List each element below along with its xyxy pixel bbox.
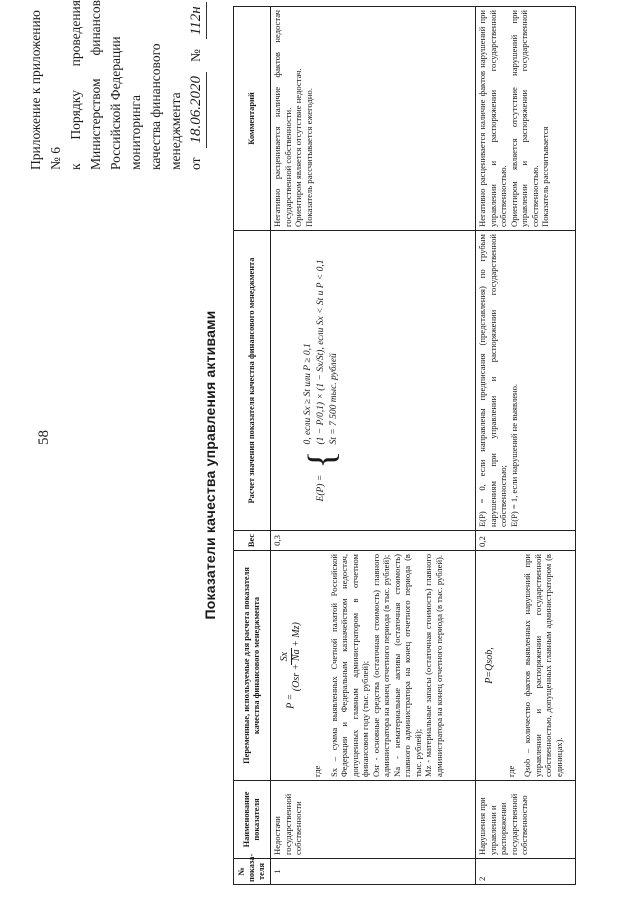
row-1-vars: P = Sx (Osr + Na + Mz) где Sx – сумма выявленных Счетной палатой Российской Федерации и Федеральным казначейством недостач, допущенных главным администратором в отчетном финансовом году (тыс. рублей); Osr - основные средства (остаточная стоимость) главного администратора на конец отчетного периода (в тыс. рублей); Na - нематериальные активы (остаточная стоимость) главного администратора на конец отчетного периода (в тыс. рублей); Mz - материальные запасы (остаточная стоимость) главного администратора на конец отчетного периода (в тыс. рублей). (271, 551, 476, 781)
approval-line-1: Приложение к приложению № 6 (28, 10, 63, 170)
table-row (271, 7, 476, 885)
row-2-weight: 0,2 (476, 531, 576, 551)
table-header-row (234, 7, 271, 885)
approval-line-2: к Порядку проведения (68, 0, 83, 170)
row-1-comment: Негативно расценивается наличие фактов недостач государственной собственности. Ориентиром является отсутствие недостач. Показатель рассчитывается ежегодно. (271, 7, 476, 231)
approval-line-5: качества финансового менеджмента (148, 43, 183, 170)
row-2-vars: P=Qsob, где Qsob – количество фактов выявленных нарушений при управлении и распоряжении государственной собственностью, допущенных главным администратором (в единицах). (476, 551, 576, 781)
row-1-calc: E(P) = { 0, если Sx ≥ St или P ≥ 0,1 (1 − P/0,1) × (1 − Sx/St), если Sx < St и P < 0,1 St = 7 500 тыс. рублей (271, 231, 476, 531)
row-2-formula: P=Qsob, (484, 647, 495, 684)
row-2-num: 2 (476, 859, 576, 885)
approval-date: 18.06.2020 (186, 72, 207, 148)
row-1-name: Недостачи государственной собственности (271, 781, 476, 859)
header-comment: Комментарий (234, 7, 271, 231)
row-1-var-na: Na - нематериальные активы (остаточная стоимость) главного администратора на конец отчетного периода (в тыс. рублей); (391, 554, 423, 777)
approval-date-line: от 18.06.2020 № 112н (186, 0, 207, 170)
row-1-num: 1 (271, 859, 476, 885)
indicators-table (233, 6, 576, 885)
row-1-var-mz: Mz - материальные запасы (остаточная стоимость) главного администратора на конец отчетного периода (в тыс. рублей). (423, 554, 444, 777)
approval-line-4: Российской Федерации мониторинга (108, 36, 143, 170)
approval-block (26, 0, 207, 170)
row-1-var-sx: Sx – сумма выявленных Счетной палатой Российской Федерации и Федеральным казначейством недостач, допущенных главным администратором в отчетном финансовом году (тыс. рублей); (328, 554, 370, 777)
table-row (476, 7, 576, 885)
approval-line-3: Министерством финансов (88, 0, 103, 170)
row-2-comment: Негативно расценивается наличие фактов нарушений при управлении и распоряжении государственной собственностью. Ориентиром является отсутствие нарушений при управлении и распоряжении государственной собственностью. Показатель рассчитывается (476, 7, 576, 231)
row-1-var-osr: Osr - основные средства (остаточная стоимость) главного администратора на конец отчетного периода (в тыс. рублей); (370, 554, 391, 777)
header-vars: Переменные, используемые для расчета показателя качества финансового менеджмента (234, 551, 271, 781)
row-1-weight: 0,3 (271, 531, 476, 551)
approval-number: 112н (186, 2, 207, 39)
header-num: № показа-теля (234, 859, 271, 885)
header-name: Наименование показателя (234, 781, 271, 859)
header-weight: Вес (234, 531, 271, 551)
header-calc: Расчет значения показателя качества финансового менеджмента (234, 231, 271, 531)
row-1-formula: P = Sx (Osr + Na + Mz) (279, 622, 302, 709)
page-number: 58 (36, 430, 52, 445)
row-2-name: Нарушения при управлении и распоряжении государственной собственностью (476, 781, 576, 859)
row-2-var-qsob: Qsob – количество фактов выявленных нарушений при управлении и распоряжении государственной собственностью, допущенных главным администратором (в единицах). (522, 554, 564, 777)
document-title: Показатели качества управления активами (202, 310, 218, 620)
row-2-calc: E(P) = 0, если направлены предписания (представления) по грубым нарушениям при управлении и распоряжении государственной собственностью; E(P) = 1, если нарушений не выявлено. (476, 231, 576, 531)
